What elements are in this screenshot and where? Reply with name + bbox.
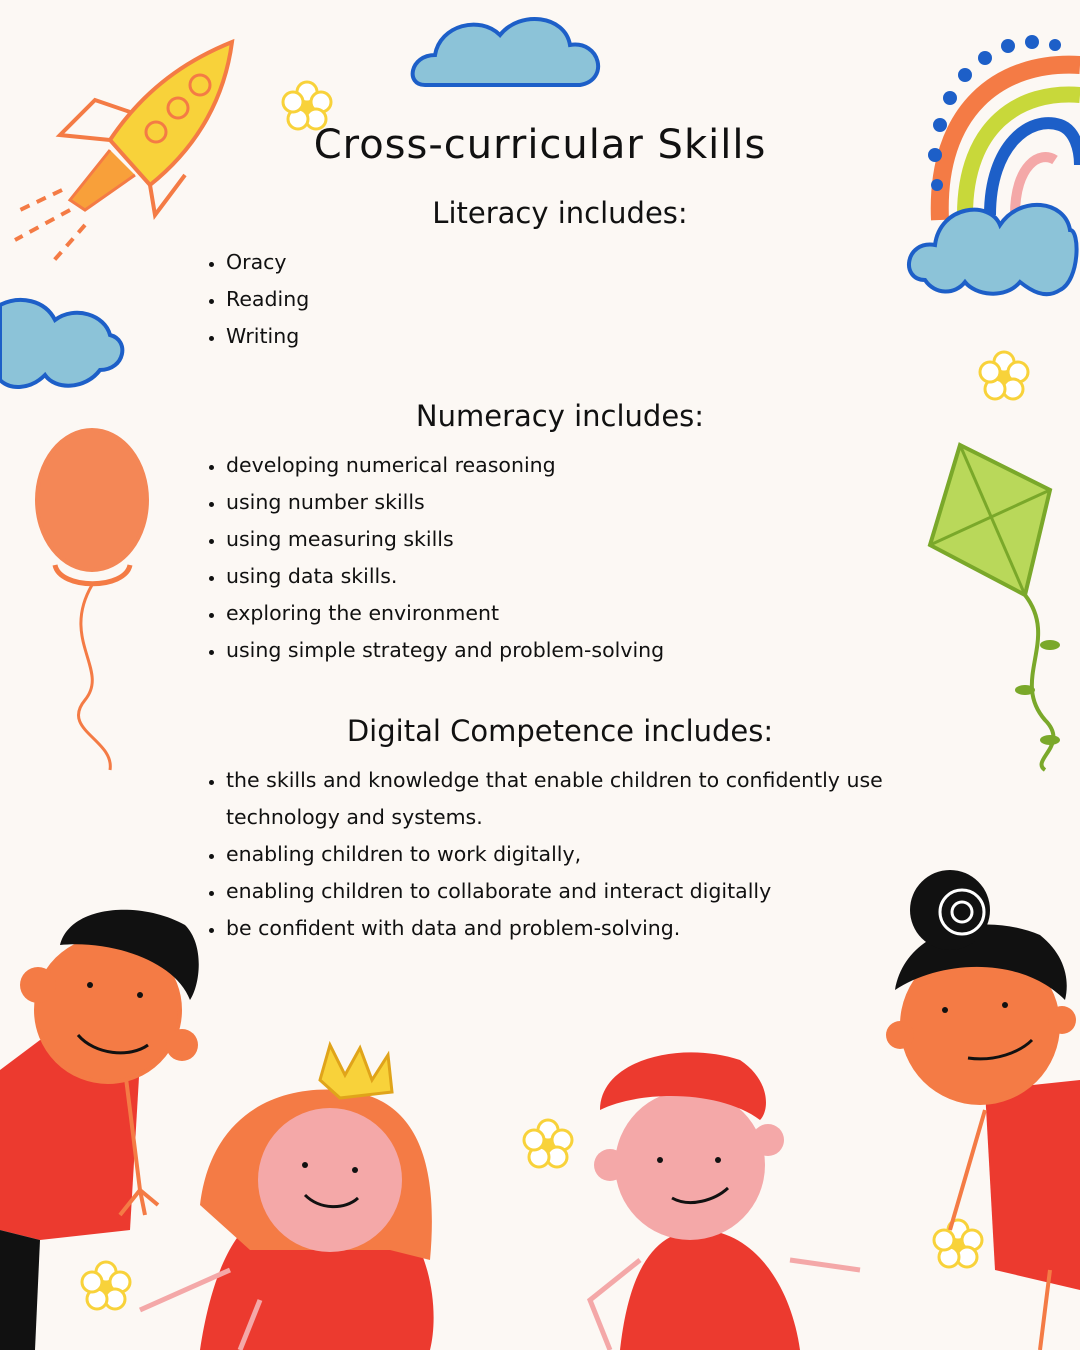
list-item: • be confident with data and problem-solving.	[226, 910, 961, 947]
list-item: • using data skills.	[226, 558, 961, 595]
list-item: • Oracy	[226, 244, 961, 281]
numeracy-list	[200, 447, 961, 669]
list-item: • exploring the environment	[226, 595, 961, 632]
digital-competence-list	[200, 762, 961, 947]
list-item: • Reading	[226, 281, 961, 318]
list-item: • enabling children to collaborate and interact digitally	[226, 873, 961, 910]
section-heading-numeracy: Numeracy includes:	[415, 399, 705, 433]
list-item: • the skills and knowledge that enable children to confidently use technology and systems.	[226, 762, 961, 836]
list-item: • using measuring skills	[226, 521, 961, 558]
section-heading-digital-competence: Digital Competence includes:	[346, 714, 774, 748]
list-item: • Writing	[226, 318, 961, 355]
list-item: • developing numerical reasoning	[226, 447, 961, 484]
list-item: • using simple strategy and problem-solving	[226, 632, 961, 669]
page-title: Cross-curricular Skills	[313, 122, 767, 168]
list-item: • enabling children to work digitally,	[226, 836, 961, 873]
section-heading-literacy: Literacy includes:	[432, 196, 688, 230]
list-item: • using number skills	[226, 484, 961, 521]
literacy-list	[200, 244, 961, 355]
